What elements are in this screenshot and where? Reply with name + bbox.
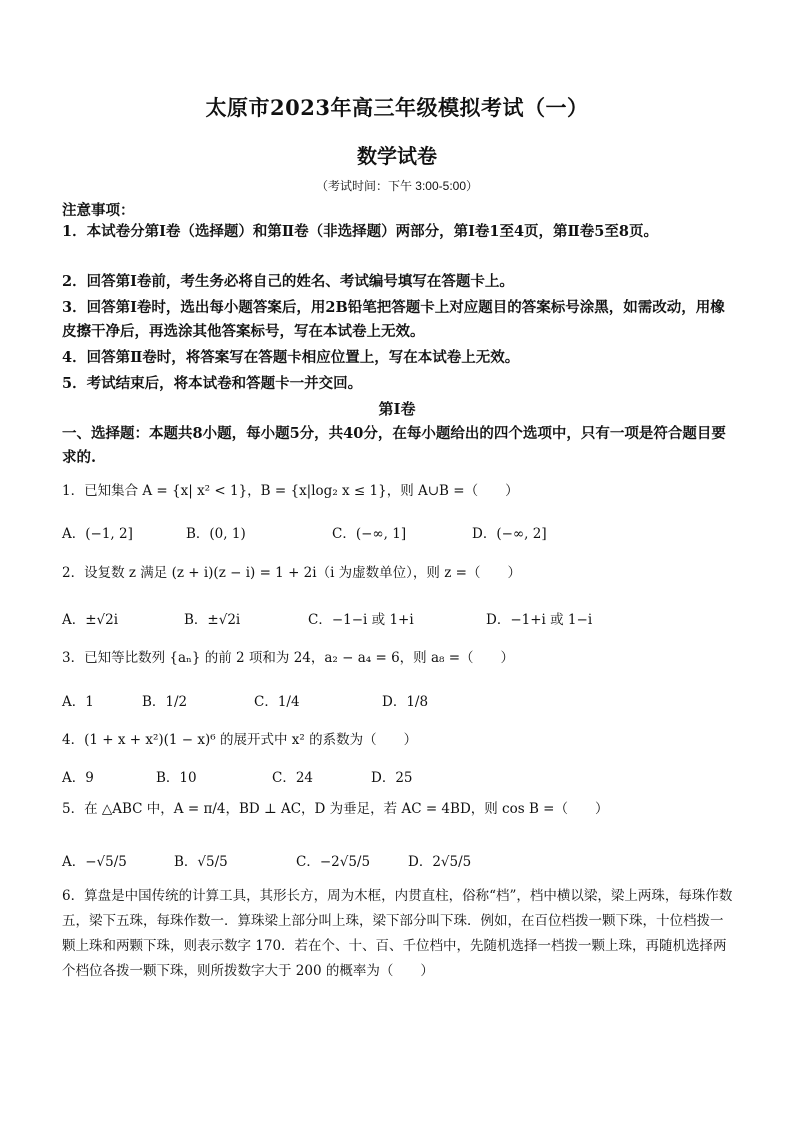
question-2-options: [62, 608, 722, 634]
question-2-option-c: C．−1−i 或 1+i: [308, 612, 414, 628]
question-5-option-c: C．−2√5/5: [296, 854, 371, 870]
question-1-option-d: D．(−∞, 2]: [472, 526, 547, 542]
question-1-option-b: B．(0, 1): [186, 526, 246, 542]
question-1-options: [62, 522, 722, 548]
question-5-option-b: B．√5/5: [174, 854, 228, 870]
question-3-option-a: A．1: [62, 694, 94, 710]
question-2-option-a: A．±√2i: [62, 612, 119, 628]
question-4-stem: 4．(1 + x + x²)(1 − x)⁶ 的展开式中 x² 的系数为（ ）: [62, 732, 418, 748]
question-3-options: [62, 690, 722, 716]
question-3-option-d: D．1/8: [382, 694, 429, 710]
question-2-option-d: D．−1+i 或 1−i: [486, 612, 593, 628]
note-item-1: 1．本试卷分第Ⅰ卷（选择题）和第Ⅱ卷（非选择题）两部分，第Ⅰ卷1至4页，第Ⅱ卷5至8页。: [62, 223, 658, 240]
question-4-option-c: C．24: [272, 770, 314, 786]
question-3-option-c: C．1/4: [254, 694, 300, 710]
question-2-option-b: B．±√2i: [184, 612, 241, 628]
note-item-4: 4．回答第Ⅱ卷时，将答案写在答题卡相应位置上，写在本试卷上无效。: [62, 349, 520, 366]
note-item-5: 5．考试结束后，将本试卷和答题卡一并交回。: [62, 375, 363, 392]
notes-title: 注意事项：: [62, 202, 135, 219]
question-4-option-b: B．10: [156, 770, 197, 786]
question-4-option-d: D．25: [371, 770, 413, 786]
question-5-stem: 5．在 △ABC 中，A = π/4，BD ⊥ AC，D 为垂足，若 AC = 4BD，则 cos B =（ ）: [62, 801, 609, 817]
question-1-option-a: A．(−1, 2]: [62, 526, 133, 542]
note-item-3: 3．回答第Ⅰ卷时，选出每小题答案后，用2B铅笔把答题卡上对应题目的答案标号涂黑，如需改动，用橡皮擦干净后，再选涂其他答案标号，写在本试卷上无效。: [62, 299, 725, 340]
question-5-option-a: A．−√5/5: [62, 854, 127, 870]
exam-title: 太原市2023年高三年级模拟考试（一）: [205, 95, 589, 120]
section-label: 第Ⅰ卷: [378, 400, 416, 418]
question-5-option-d: D．2√5/5: [408, 854, 472, 870]
note-item-2: 2．回答第Ⅰ卷前，考生务必将自己的姓名、考试编号填写在答题卡上。: [62, 273, 514, 290]
question-5-options: [62, 850, 722, 876]
section-heading: 一、选择题：本题共8小题，每小题5分，共40分，在每小题给出的四个选项中，只有一项是符合题目要求的.: [62, 425, 726, 466]
question-4-options: [62, 766, 722, 792]
question-3-stem: 3．已知等比数列 {aₙ} 的前 2 项和为 24，a₂ − a₄ = 6，则 a₈ =（ ）: [62, 650, 515, 666]
question-1-option-c: C．(−∞, 1]: [332, 526, 407, 542]
question-3-option-b: B．1/2: [142, 694, 188, 710]
question-2-stem: 2．设复数 z 满足 (z + i)(z − i) = 1 + 2i（i 为虚数单位），则 z =（ ）: [62, 565, 521, 581]
exam-subtitle: 数学试卷: [357, 144, 437, 168]
question-1-stem: 1．已知集合 A = {x| x² < 1}，B = {x|log₂ x ≤ 1}，则 A∪B =（ ）: [62, 483, 519, 499]
exam-time: （考试时间：下午 3:00-5:00）: [315, 179, 479, 193]
question-6-stem: 6．算盘是中国传统的计算工具，其形长方，周为木框，内贯直柱，俗称“档”，档中横以梁，梁上两珠，每珠作数五，梁下五珠，每珠作数一．算珠梁上部分叫上珠，梁下部分叫下珠．例如，在百位档拨一颗下珠，十位档拨一颗上珠和两颗下珠，则表示数字 170．若在个、十、百、千位档中，先随机选择一档拨一颗上珠，再随机选择两个档位各拨一颗下珠，则所拨数字大于 200 的概率为（ ）: [62, 888, 733, 979]
question-4-option-a: A．9: [62, 770, 94, 786]
